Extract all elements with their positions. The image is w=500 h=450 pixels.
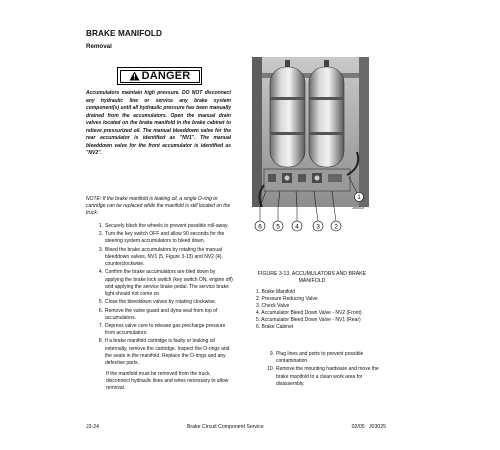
figure-legend	[256, 289, 386, 330]
page-title: BRAKE MANIFOLD	[86, 29, 162, 38]
note-text: NOTE: If the brake manifold is leaking oil, a single O-ring or cartridge can be replaced while the manifold is still located on the truck.	[86, 196, 231, 217]
callout-1-label: 1	[357, 195, 361, 201]
callout-6	[255, 221, 265, 231]
svg-text:6: 6	[258, 223, 262, 231]
svg-text:2: 2	[334, 223, 338, 231]
removal-steps	[88, 223, 233, 392]
step-item: 9. Plug lines and ports to prevent possible contamination.	[269, 351, 364, 365]
danger-label: DANGER	[141, 70, 191, 82]
page-footer	[86, 424, 386, 430]
warning-triangle-icon	[129, 71, 140, 81]
figure-part-number: J00010	[352, 207, 364, 210]
figure-caption: FIGURE 3-13. ACCUMULATORS AND BRAKE MANIFOLD	[257, 271, 367, 284]
callout-2	[331, 221, 341, 231]
svg-text:3: 3	[316, 223, 320, 231]
legend-item: 6. Brake Cabinet	[256, 323, 294, 330]
danger-banner	[117, 67, 202, 85]
step-8-note: If the manifold must be removed from the truck, disconnect hydraulic lines and wires necessary to allow removal.	[106, 370, 229, 392]
section-subtitle: Removal	[86, 43, 112, 50]
brake-manifold-block	[264, 169, 350, 191]
rear-accumulator	[270, 60, 305, 167]
step-item: 7. Depress valve core to release gas precharge pressure from accumulators.	[98, 323, 226, 337]
callout-5	[273, 221, 283, 231]
step-item: 8. If a brake manifold cartridge is faulty or leaking oil externally, remove the cartridge. Inspect the O-rings and the seats in the manifold. Replace the O-rings and any defective parts.	[98, 338, 230, 366]
step-item: 3. Bleed the brake accumulators by rotating the manual bleeddown valves, NV1 (5, Figure 3-13) and NV2 (4), counterclockwise.	[98, 246, 223, 268]
legend-item: 1. Brake Manifold	[256, 289, 295, 295]
step-item: 2. Turn the key switch OFF and allow 90 seconds for the steering system accumulators to bleed down.	[98, 231, 225, 245]
step-item: 5. Close the bleeddown valves by rotating clockwise.	[98, 299, 217, 306]
step-item: 6. Remove the valve guard and dyna-seal from top of accumulators.	[98, 307, 218, 321]
figure-callouts	[252, 207, 372, 265]
callout-4	[292, 221, 302, 231]
svg-text:4: 4	[295, 223, 299, 231]
front-accumulator	[309, 60, 344, 167]
svg-text:5: 5	[276, 223, 280, 231]
callout-3	[313, 221, 323, 231]
legend-item: 4. Accumulator Bleed Down Valve - NV2 (Front)	[256, 309, 362, 316]
step-item: 10. Remove the mounting hardware and move the brake manifold to a clean work area for disassembly.	[267, 366, 379, 387]
step-item: 4. Confirm the brake accumulators are bled down by applying the brake lock switch (key switch ON, engine off) and applying the service brake pedal. The service brake light should not come on.	[98, 269, 233, 297]
step-item: 1. Securely block the wheels to prevent possible roll-away.	[98, 223, 229, 229]
footer-page-number: J3-24	[86, 424, 99, 430]
legend-item: 2. Pressure Reducing Valve	[256, 295, 318, 302]
danger-warning-text: Accumulators maintain high pressure. DO NOT disconnect any hydraulic line or service any brake system component(s) until all hydraulic pressure has been manually drained from the accumulators. Open the manual drain valves located on the brake manifold in the brake cabinet to relieve pressurized oil. The manual bleeddown valve for the rear accumulator is identified as "NV1". The manual bleeddown valve for the front accumulator is identified as "NV2".	[86, 90, 231, 157]
footer-date-code: 02/05 J03025	[351, 424, 386, 430]
removal-steps-continued	[259, 351, 387, 389]
legend-item: 3. Check Valve	[256, 302, 290, 309]
figure-accumulators-manifold	[252, 57, 369, 207]
legend-item: 5. Accumulator Bleed Down Valve - NV1 (Rear)	[256, 316, 361, 323]
footer-section-title: Brake Circuit Component Service	[186, 424, 264, 430]
